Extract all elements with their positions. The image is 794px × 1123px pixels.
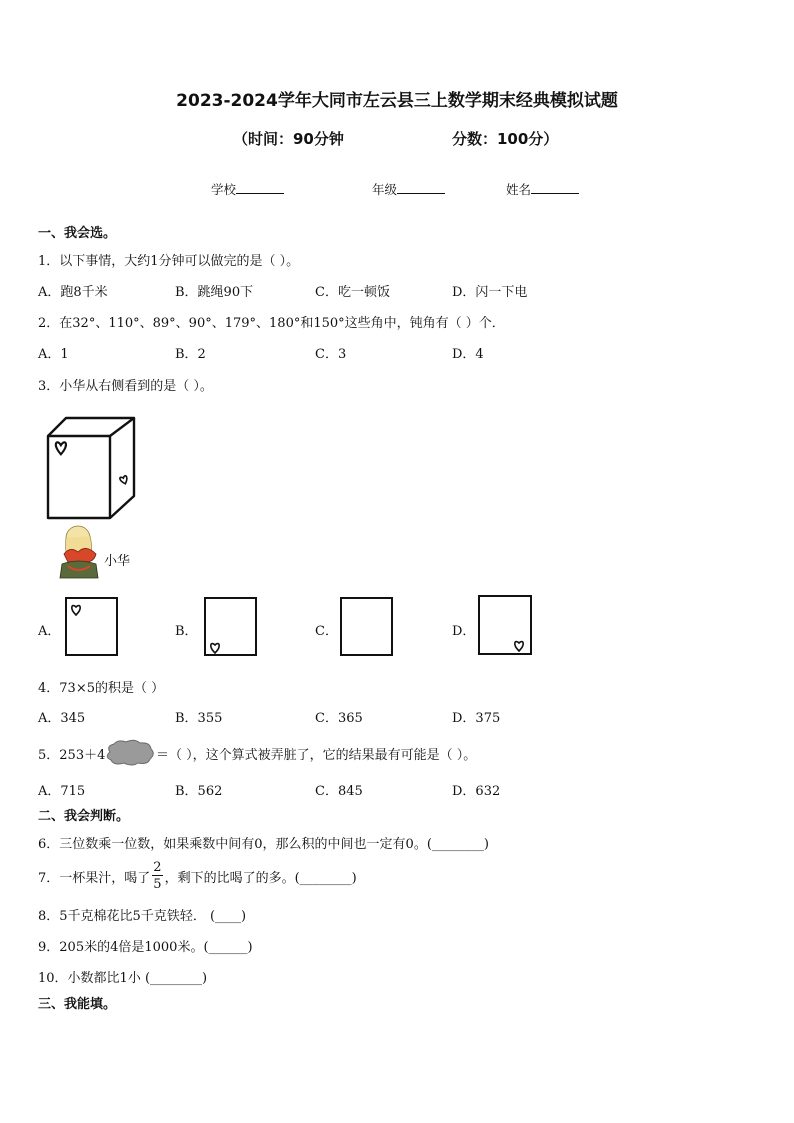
fraction <box>152 861 162 891</box>
grade-field <box>372 180 445 198</box>
section-2-title: 二、我会判断。 <box>38 809 130 824</box>
q5-option-d[interactable]: D．632 <box>452 784 501 799</box>
heart-icon <box>515 642 523 651</box>
heart-icon <box>56 442 66 454</box>
grade-label: 年级 <box>372 182 398 197</box>
q3-option-b[interactable]: B． <box>175 624 198 639</box>
q4-option-b[interactable]: B．355 <box>175 711 223 726</box>
section-1-title: 一、我会选。 <box>38 226 117 241</box>
name-field <box>506 180 579 198</box>
time-limit: （时间：90分钟 <box>233 130 344 148</box>
question-7-after: ，剩下的比喝了的多。(________) <box>164 870 357 886</box>
q3-option-b-figure[interactable] <box>204 597 258 657</box>
heart-icon <box>211 644 219 653</box>
fraction-denominator: 5 <box>153 877 162 892</box>
question-1: 1．以下事情，大约1分钟可以做完的是（ ）。 <box>38 254 300 269</box>
page-title: 2023-2024学年大同市左云县三上数学期末经典模拟试题 <box>176 91 618 111</box>
q1-option-c[interactable]: C．吃一顿饭 <box>315 285 390 300</box>
xiaohua-figure <box>58 524 102 578</box>
q2-option-b[interactable]: B．2 <box>175 347 206 362</box>
question-5-suffix: ＝（ ），这个算式被弄脏了，它的结果最有可能是（ ）。 <box>156 748 477 763</box>
q3-option-a-figure[interactable] <box>65 597 119 657</box>
school-label: 学校 <box>211 182 237 197</box>
q3-option-c-figure[interactable] <box>340 597 394 657</box>
q3-option-a[interactable]: A． <box>38 624 61 639</box>
cube-figure <box>44 414 140 524</box>
grade-blank[interactable] <box>397 181 445 194</box>
school-blank[interactable] <box>236 181 284 194</box>
q5-option-b[interactable]: B．562 <box>175 784 223 799</box>
q3-option-c[interactable]: C． <box>315 624 338 639</box>
fraction-numerator: 2 <box>153 860 162 875</box>
q1-option-b[interactable]: B．跳绳90下 <box>175 285 254 300</box>
question-7 <box>38 856 357 896</box>
smudge-cloud-icon <box>104 738 156 766</box>
heart-icon <box>120 475 129 485</box>
school-field <box>211 180 284 198</box>
question-6: 6．三位数乘一位数，如果乘数中间有0，那么积的中间也一定有0。(________) <box>38 837 489 852</box>
question-10: 10．小数都比1小 (________) <box>38 971 208 986</box>
question-8: 8．5千克棉花比5千克铁轻． (____) <box>38 909 247 924</box>
question-7-before: 7．一杯果汁，喝了 <box>38 870 151 886</box>
q3-option-d-figure[interactable] <box>478 595 534 657</box>
q1-option-a[interactable]: A．跑8千米 <box>38 285 108 300</box>
heart-icon <box>72 606 80 615</box>
q5-option-c[interactable]: C．845 <box>315 784 363 799</box>
name-label: 姓名 <box>506 182 532 197</box>
q5-option-a[interactable]: A．715 <box>38 784 86 799</box>
question-4: 4．73×5的积是（ ） <box>38 681 165 696</box>
q3-option-d[interactable]: D． <box>452 624 476 639</box>
question-3: 3．小华从右侧看到的是（ ）。 <box>38 379 213 394</box>
q4-option-a[interactable]: A．345 <box>38 711 86 726</box>
q2-option-d[interactable]: D．4 <box>452 347 484 362</box>
question-5-prefix: 5．253＋4 <box>38 748 106 763</box>
q4-option-d[interactable]: D．375 <box>452 711 501 726</box>
q2-option-a[interactable]: A．1 <box>38 347 69 362</box>
q1-option-d[interactable]: D．闪一下电 <box>452 285 528 300</box>
name-blank[interactable] <box>531 181 579 194</box>
xiaohua-label: 小华 <box>104 554 131 569</box>
total-score: 分数：100分） <box>452 130 559 148</box>
section-3-title: 三、我能填。 <box>38 997 117 1012</box>
question-2: 2．在32°、110°、89°、90°、179°、180°和150°这些角中，钝角有（ ）个． <box>38 316 505 331</box>
q2-option-c[interactable]: C．3 <box>315 347 347 362</box>
q4-option-c[interactable]: C．365 <box>315 711 363 726</box>
question-9: 9．205米的4倍是1000米。(______) <box>38 940 253 955</box>
